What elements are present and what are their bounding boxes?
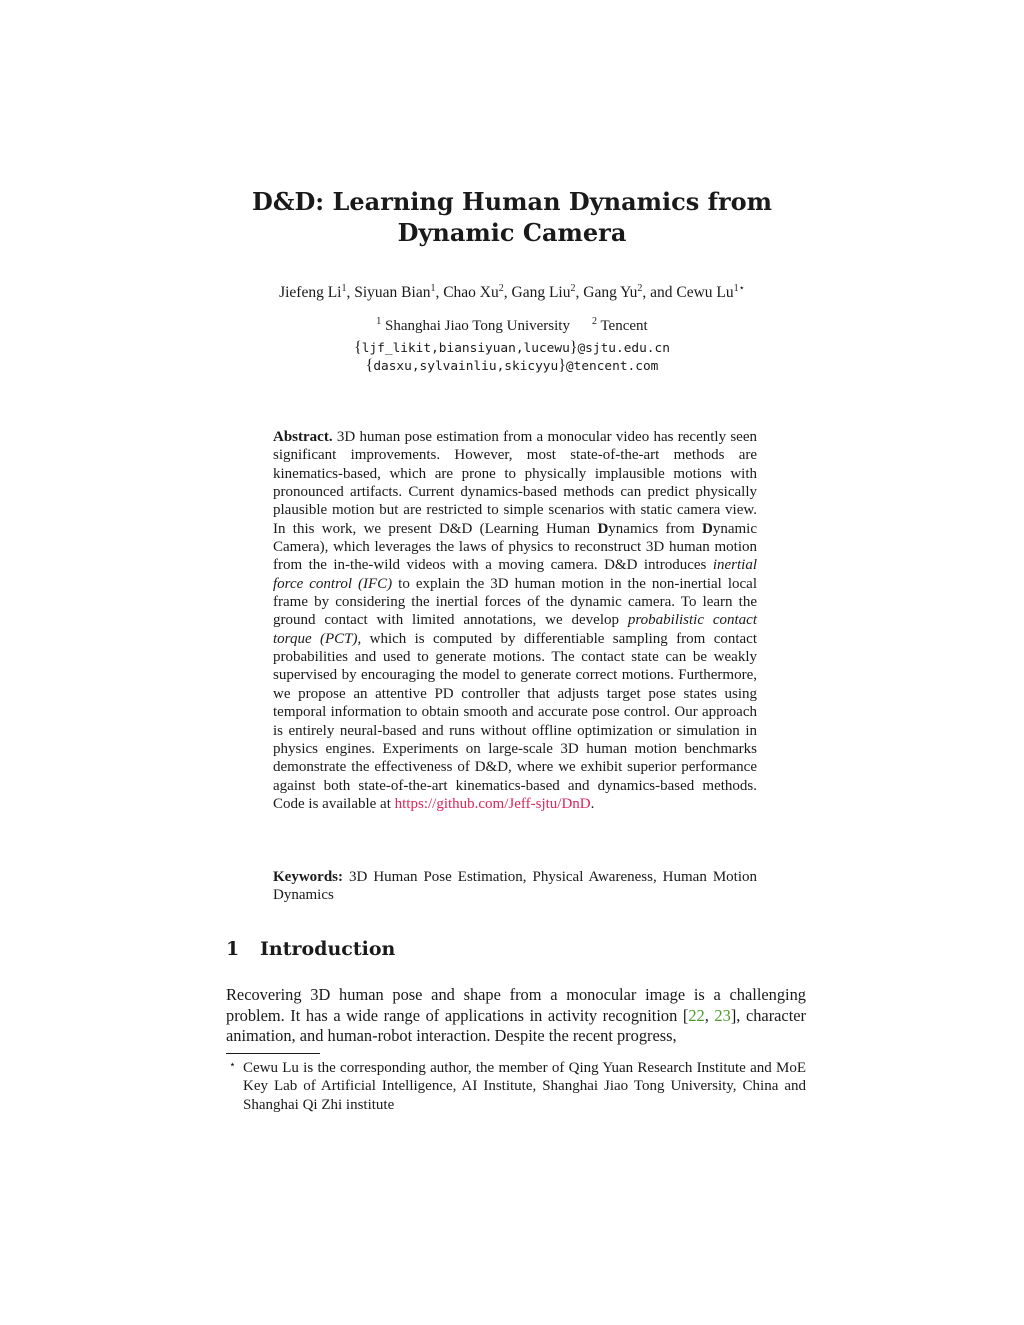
author-affil-mark: 2: [570, 282, 576, 294]
footnote-text: Cewu Lu is the corresponding author, the member of Qing Yuan Research Institute and MoE Key Lab of Artificial Intelligence, AI Institute, Shanghai Jiao Tong University, China and Shanghai Qi Zhi institute: [243, 1060, 806, 1113]
email-line-tencent: [200, 357, 824, 375]
citation-link[interactable]: 22: [688, 1005, 705, 1025]
footnote: [226, 1059, 806, 1114]
affil-2-name: Tencent: [600, 318, 648, 334]
author-name: Gang Yu: [583, 284, 638, 301]
author-separator: ,: [575, 284, 584, 301]
abstract-text: to explain the 3D human motion in the non-inertial local frame by considering the inertial forces of the dynamic camera. To learn the ground contact with limited annotations, we develop: [273, 575, 757, 629]
intro-text: Recovering 3D human pose and shape from a monocular image is a challenging problem. It has a wide range of applications in activity recognition [: [226, 985, 806, 1025]
section-number: 1: [226, 938, 240, 960]
affil-1-name: Shanghai Jiao Tong University: [385, 318, 570, 334]
author-name: Chao Xu: [443, 284, 499, 301]
intro-text: ], character animation, and human-robot interaction. Despite the recent progress,: [226, 1005, 806, 1045]
author-affil-mark: 2: [498, 282, 504, 294]
citation-link[interactable]: 23: [714, 1005, 731, 1025]
abstract-text: 3D human pose estimation from a monocular video has recently seen significant improvements. However, most state-of-the-art methods are kinematics-based, which are prone to physically implausible motions with pronounced artifacts. Current dynamics-based methods can predict physically plausible motion but are restricted to simple scenarios with static camera view. In this work, we present D&D (Learning Human: [273, 429, 757, 537]
author-name: Gang Liu: [511, 284, 571, 301]
email-users-sjtu: ljf_likit,biansiyuan,lucewu: [361, 341, 570, 356]
keywords: [273, 868, 757, 905]
section-title: Introduction: [260, 938, 396, 960]
author-name: Cewu Lu: [676, 284, 734, 301]
author-name: Siyuan Bian: [354, 284, 431, 301]
footnote-mark: ⋆: [229, 1059, 236, 1071]
affil-1-number: 1: [376, 316, 382, 327]
title-line-2: Dynamic Camera: [397, 218, 627, 247]
author-separator: , and: [642, 284, 677, 301]
footnote-rule: [226, 1053, 320, 1054]
email-line-sjtu: [200, 339, 824, 357]
author-affil-mark: 1: [430, 282, 436, 294]
email-domain-sjtu: @sjtu.edu.cn: [577, 341, 670, 356]
affil-2-number: 2: [591, 316, 597, 327]
author-affil-mark: 1: [341, 282, 347, 294]
abstract-text: .: [590, 795, 595, 812]
author-affil-mark: 1⋆: [733, 282, 745, 294]
keywords-text: 3D Human Pose Estimation, Physical Awareness, Human Motion Dynamics: [273, 869, 758, 904]
author-list: [150, 284, 874, 302]
code-link[interactable]: https://github.com/Jeff-sjtu/DnD: [394, 795, 591, 812]
intro-paragraph: [226, 985, 806, 1047]
email-users-tencent: dasxu,sylvainliu,skicyyu: [373, 359, 559, 374]
keywords-label: Keywords:: [273, 869, 343, 885]
title-line-1: D&D: Learning Human Dynamics from: [252, 187, 772, 216]
abstract-text: ynamic Camera), which leverages the laws of physics to reconstruct 3D human motion from the in-the-wild videos with a moving camera. D&D introduces: [273, 520, 757, 574]
close-brace: }: [569, 339, 578, 356]
open-brace: {: [354, 339, 362, 356]
email-domain-tencent: @tencent.com: [565, 359, 659, 374]
abstract-text: ynamics from: [608, 520, 702, 537]
abstract-term-pct: probabilistic contact torque (PCT): [273, 612, 757, 647]
abstract-paragraph: [273, 428, 757, 813]
author-affil-mark: 2: [637, 282, 643, 294]
section-heading: [226, 938, 395, 960]
abstract-text: , which is computed by differentiable sampling from contact probabilities and used to generate motions. The contact state can be weakly supervised by encouraging the model to generate correct motions. Furthermore, we propose an attentive PD controller that adjusts target pose states using temporal information to obtain smooth and accurate pose control. Our approach is entirely neural-based and runs without offline optimization or simulation in physics engines. Experiments on large-scale 3D human motion benchmarks demonstrate the effectiveness of D&D, where we exhibit superior performance against both state-of-the-art kinematics-based and dynamics-based methods. Code is available at: [273, 630, 757, 812]
paper-title: [200, 186, 824, 248]
intro-text-block: [226, 985, 806, 1047]
affiliations: [200, 318, 824, 335]
abstract-term-ifc: inertial force control (IFC): [273, 557, 757, 592]
abstract-bold-letter: D: [597, 520, 609, 537]
abstract-label: Abstract.: [273, 429, 333, 445]
author-name: Jiefeng Li: [279, 284, 342, 301]
author-separator: ,: [503, 284, 512, 301]
intro-text: ,: [704, 1005, 715, 1025]
abstract-bold-letter: D: [702, 520, 713, 537]
abstract: [273, 428, 757, 813]
author-separator: ,: [435, 284, 444, 301]
open-brace: {: [365, 357, 374, 374]
close-brace: }: [558, 357, 566, 374]
author-separator: ,: [346, 284, 355, 301]
